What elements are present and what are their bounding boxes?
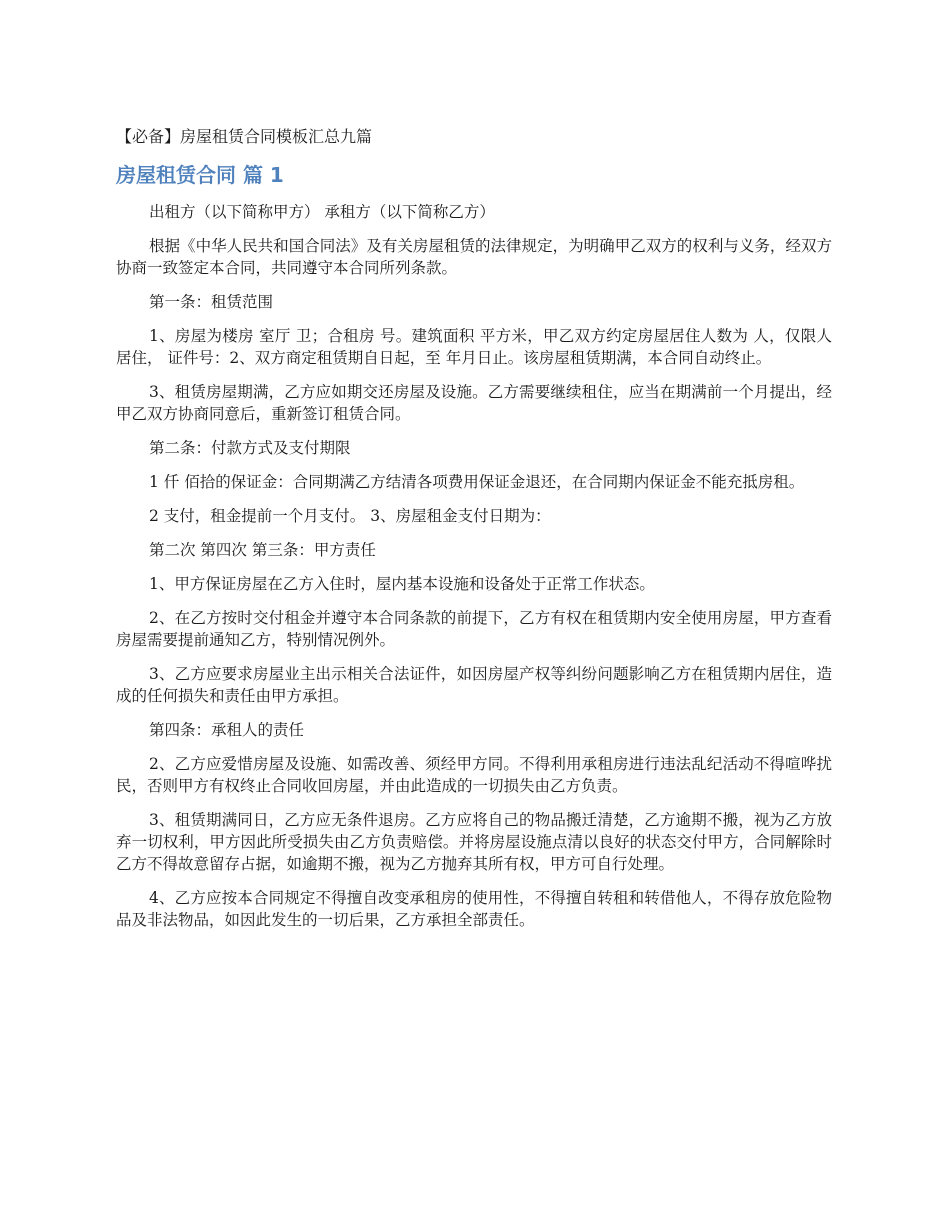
article-4-heading: 第四条：承租人的责任 — [149, 721, 305, 739]
paragraph: 2 支付，租金提前一个月支付。 3、房屋租金支付日期为： — [149, 507, 551, 525]
paragraph: 2、乙方应爱惜房屋及设施、如需改善、须经甲方同。不得利用承租房进行违法乱纪活动不得喧哗扰民，否则甲方有权终止合同收回房屋，并由此造成的一切损失由乙方负责。 — [116, 755, 832, 795]
paragraph-preamble: 根据《中华人民共和国合同法》及有关房屋租赁的法律规定，为明确甲乙双方的权利与义务，经双方协商一致签定本合同，共同遵守本合同所列条款。 — [116, 237, 832, 277]
article-1-heading: 第一条：租赁范围 — [149, 293, 274, 311]
paragraph: 1、甲方保证房屋在乙方入住时，屋内基本设施和设备处于正常工作状态。 — [149, 575, 655, 593]
paragraph: 3、租赁期满同日，乙方应无条件退房。乙方应将自己的物品搬迁清楚，乙方逾期不搬，视为乙方放弃一切权利，甲方因此所受损失由乙方负责赔偿。并将房屋设施点清以良好的状态交付甲方，合同解除时乙方不得故意留存占据，如逾期不搬，视为乙方抛弃其所有权，甲方可自行处理。 — [116, 811, 832, 873]
paragraph: 3、租赁房屋期满，乙方应如期交还房屋及设施。乙方需要继续租住，应当在期满前一个月提出，经甲乙双方协商同意后，重新签订租赁合同。 — [116, 383, 832, 423]
document-body — [116, 125, 832, 943]
paragraph: 2、在乙方按时交付租金并遵守本合同条款的前提下，乙方有权在租赁期内安全使用房屋，甲方查看房屋需要提前通知乙方，特别情况例外。 — [116, 609, 832, 649]
paragraph: 4、乙方应按本合同规定不得擅自改变承租房的使用性，不得擅自转租和转借他人，不得存放危险物品及非法物品，如因此发生的一切后果，乙方承担全部责任。 — [116, 889, 832, 929]
section-heading: 房屋租赁合同 篇 1 — [116, 163, 284, 187]
paragraph: 1 仟 佰拾的保证金：合同期满乙方结清各项费用保证金退还，在合同期内保证金不能充抵房租。 — [149, 473, 805, 491]
article-3-heading: 第二次 第四次 第三条：甲方责任 — [149, 541, 376, 559]
paragraph-parties: 出租方（以下简称甲方） 承租方（以下简称乙方） — [149, 203, 495, 221]
article-2-heading: 第二条：付款方式及支付期限 — [149, 439, 351, 457]
paragraph: 3、乙方应要求房屋业主出示相关合法证件，如因房屋产权等纠纷问题影响乙方在租赁期内居住，造成的任何损失和责任由甲方承担。 — [116, 665, 832, 705]
document-title: 【必备】房屋租赁合同模板汇总九篇 — [116, 127, 373, 146]
paragraph: 1、房屋为楼房 室厅 卫；合租房 号。建筑面积 平方米，甲乙双方约定房屋居住人数为 人，仅限人居住， 证件号：2、双方商定租赁期自日起，至 年月日止。该房屋租赁期满，本合同自动终止。 — [116, 327, 832, 367]
